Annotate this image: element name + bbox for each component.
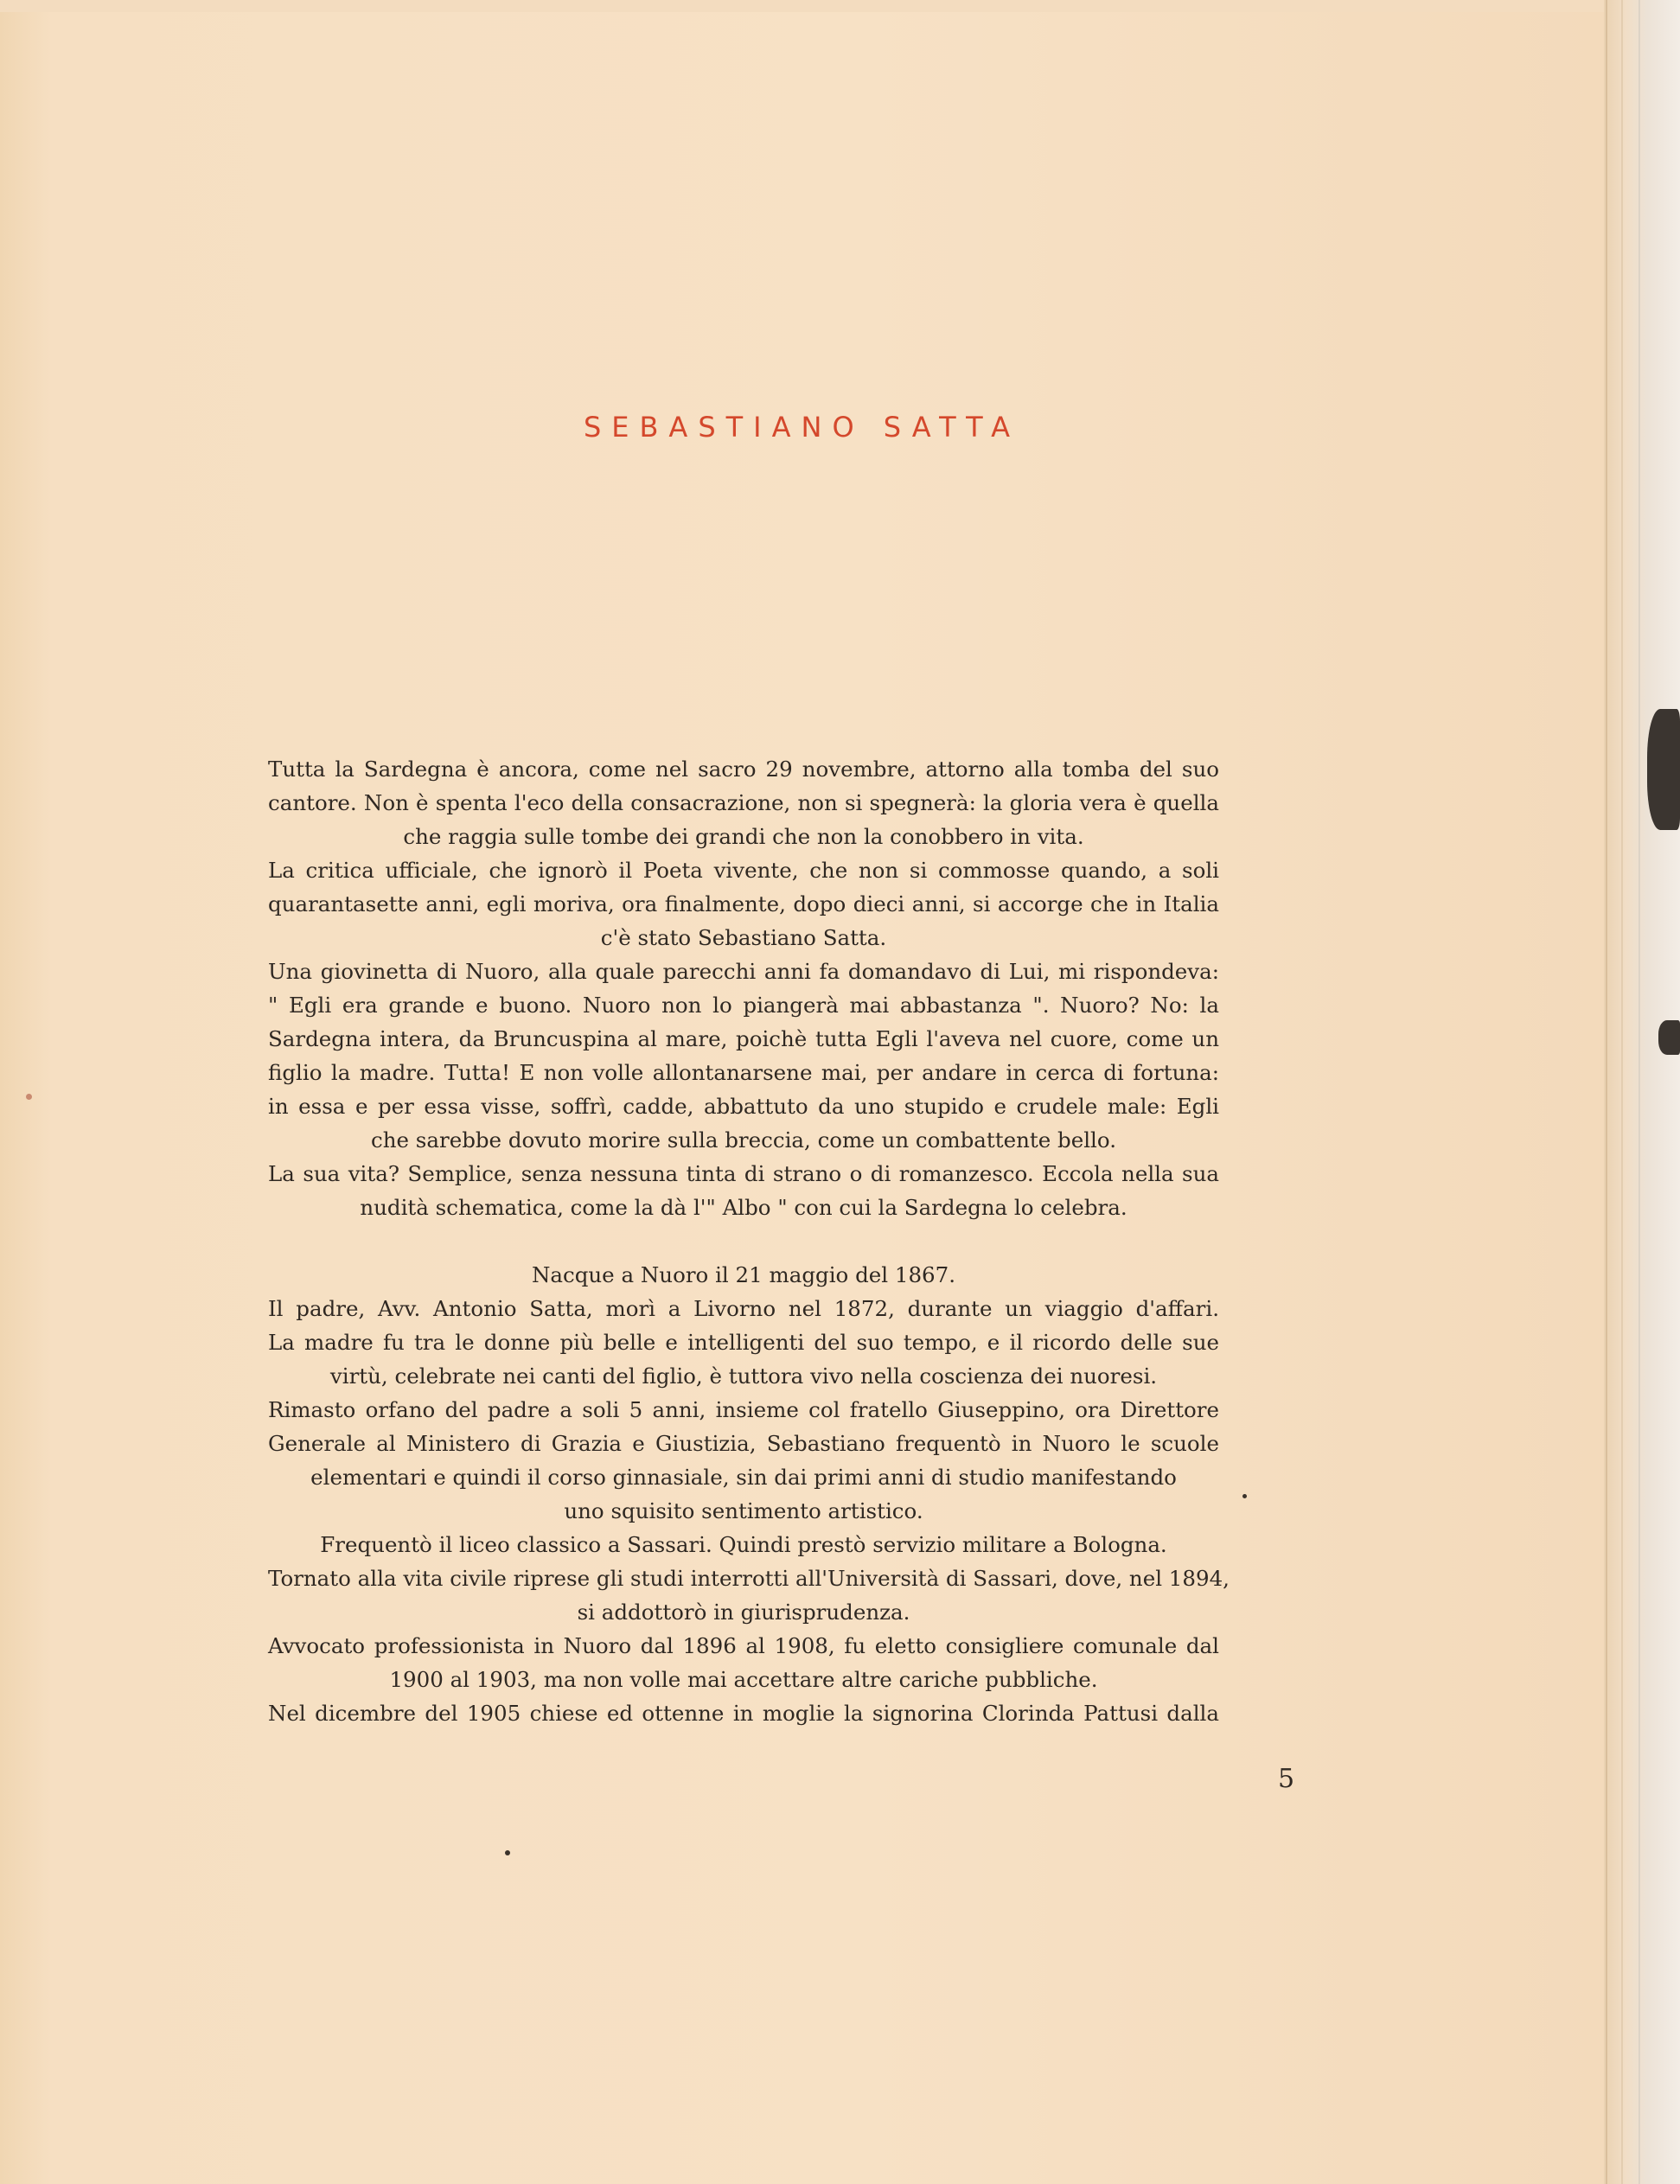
text-line: Il padre, Avv. Antonio Satta, morì a Livorno nel 1872, durante un viaggio d'affari. [268, 1296, 1219, 1321]
text-line: Tutta la Sardegna è ancora, come nel sacro 29 novembre, attorno alla tomba del suo [268, 757, 1219, 782]
text-line: Rimasto orfano del padre a soli 5 anni, insieme col fratello Giuseppino, ora Direttore [268, 1397, 1219, 1422]
text-line: 1900 al 1903, ma non volle mai accettare altre cariche pubbliche. [389, 1667, 1098, 1692]
text-line: Una giovinetta di Nuoro, alla quale parecchi anni fa domandavo di Lui, mi rispondeva: [268, 959, 1219, 984]
text-line: Avvocato professionista in Nuoro dal 1896 al 1908, fu eletto consigliere comunale dal [268, 1633, 1219, 1658]
paragraph [268, 955, 1219, 1157]
paragraph [268, 1561, 1230, 1629]
text-line: che raggia sulle tombe dei grandi che non la conobbero in vita. [403, 824, 1084, 849]
text-line: Frequentò il liceo classico a Sassari. Quindi prestò servizio militare a Bologna. [320, 1532, 1167, 1557]
text-line: La critica ufficiale, che ignorò il Poeta vivente, che non si commosse quando, a soli [268, 858, 1219, 883]
text-line: virtù, celebrate nei canti del figlio, è tuttora vivo nella coscienza dei nuoresi. [329, 1363, 1158, 1389]
text-line: Nel dicembre del 1905 chiese ed ottenne in moglie la signorina Clorinda Pattusi dalla [268, 1701, 1219, 1726]
text-line: in essa e per essa visse, soffrì, cadde, abbattuto da uno stupido e crudele male: Egli [268, 1094, 1219, 1119]
text-line: figlio la madre. Tutta! E non volle allontanarsene mai, per andare in cerca di fortuna: [268, 1060, 1219, 1085]
text-line: La madre fu tra le donne più belle e intelligenti del suo tempo, e il ricordo delle sue [268, 1330, 1219, 1355]
text-line: quarantasette anni, egli moriva, ora finalmente, dopo dieci anni, si accorge che in Italia [268, 891, 1219, 916]
text-line: Generale al Ministero di Grazia e Giustizia, Sebastiano frequentò in Nuoro le scuole [268, 1431, 1219, 1456]
paragraph [268, 1292, 1219, 1325]
paragraph [268, 1258, 1219, 1292]
body-text [268, 752, 1230, 1730]
paragraph [268, 1629, 1219, 1696]
text-line: " Egli era grande e buono. Nuoro non lo piangerà mai abbastanza ". Nuoro? No: la [268, 993, 1219, 1018]
paragraph [268, 1325, 1219, 1393]
ink-speck [1242, 1494, 1247, 1498]
text-line: elementari e quindi il corso ginnasiale, sin dai primi anni di studio manifestando [310, 1465, 1177, 1490]
text-line: uno squisito sentimento artistico. [564, 1498, 923, 1523]
text-line: c'è stato Sebastiano Satta. [600, 925, 887, 950]
paragraph [268, 1528, 1219, 1561]
paragraph [268, 853, 1219, 955]
paragraph [268, 1157, 1219, 1224]
text-line: Sardegna intera, da Bruncuspina al mare, poichè tutta Egli l'aveva nel cuore, come un [268, 1026, 1219, 1051]
text-line: nudità schematica, come la dà l'" Albo " con cui la Sardegna lo celebra. [360, 1195, 1127, 1220]
text-line: Tornato alla vita civile riprese gli studi interrotti all'Università di Sassari, dove, nel 1894, [268, 1566, 1230, 1591]
paragraph [268, 1696, 1219, 1730]
text-line: che sarebbe dovuto morire sulla breccia, come un combattente bello. [371, 1127, 1116, 1153]
page-number: 5 [1278, 1764, 1295, 1794]
text-line: Nacque a Nuoro il 21 maggio del 1867. [531, 1262, 956, 1287]
paragraph-gap [268, 1224, 1219, 1258]
page-title: SEBASTIANO SATTA [583, 411, 1021, 444]
text-line: La sua vita? Semplice, senza nessuna tinta di strano o di romanzesco. Eccola nella sua [268, 1161, 1219, 1186]
stacked-page-edges [1604, 0, 1680, 2184]
paragraph [268, 752, 1219, 853]
paragraph [268, 1393, 1219, 1528]
text-line: si addottorò in giurisprudenza. [577, 1600, 910, 1625]
text-line: cantore. Non è spenta l'eco della consacrazione, non si spegnerà: la gloria vera è quella [268, 790, 1219, 815]
ink-speck [26, 1094, 32, 1100]
ink-speck [505, 1850, 510, 1855]
torn-edge-mark [1647, 709, 1680, 830]
torn-edge-mark [1658, 1020, 1680, 1055]
